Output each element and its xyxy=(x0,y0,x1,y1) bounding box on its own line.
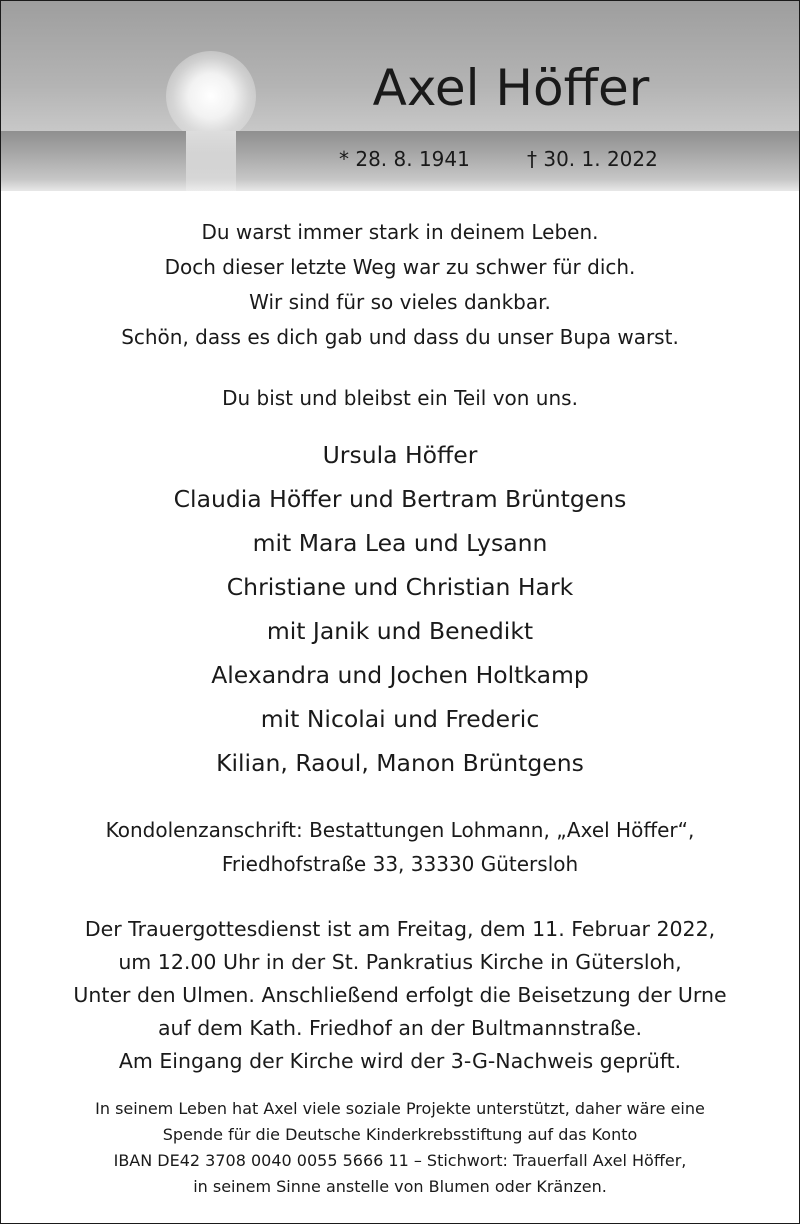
poem-line: Wir sind für so vieles dankbar. xyxy=(249,290,551,314)
poem-line: Schön, dass es dich gab und dass du unser Bupa warst. xyxy=(121,325,679,349)
service-line: Am Eingang der Kirche wird der 3-G-Nachweis geprüft. xyxy=(118,1049,682,1073)
birth-date: * 28. 8. 1941 xyxy=(339,147,470,171)
header-seascape-image xyxy=(1,1,799,191)
poem-line: Doch dieser letzte Weg war zu schwer für dich. xyxy=(164,255,636,279)
service-line: auf dem Kath. Friedhof an der Bultmannstraße. xyxy=(157,1016,643,1040)
poem-line: Du warst immer stark in deinem Leben. xyxy=(201,220,599,244)
closing-text: Du bist und bleibst ein Teil von uns. xyxy=(222,386,578,410)
sun-glow xyxy=(166,51,256,141)
mourner-name: Kilian, Raoul, Manon Brüntgens xyxy=(216,749,584,777)
mourner-name: Christiane und Christian Hark xyxy=(226,573,574,601)
mourner-name: Claudia Höffer und Bertram Brüntgens xyxy=(173,485,627,513)
mourner-name: mit Janik und Benedikt xyxy=(266,617,534,645)
mourner-name: Alexandra und Jochen Holtkamp xyxy=(211,661,589,689)
mourners-list xyxy=(1,433,799,785)
mourner-name: Ursula Höffer xyxy=(322,441,478,469)
donation-line: Spende für die Deutsche Kinderkrebsstiftung auf das Konto xyxy=(162,1125,638,1144)
service-line: um 12.00 Uhr in der St. Pankratius Kirche in Gütersloh, xyxy=(118,950,682,974)
closing-line xyxy=(1,381,799,415)
donation-line: IBAN DE42 3708 0040 0055 5666 11 – Stichwort: Trauerfall Axel Höffer, xyxy=(113,1151,687,1170)
death-date: † 30. 1. 2022 xyxy=(527,147,658,171)
mourner-name: mit Mara Lea und Lysann xyxy=(252,529,548,557)
condolence-line: Kondolenzanschrift: Bestattungen Lohmann, „Axel Höffer“, xyxy=(105,818,695,842)
sun-reflection xyxy=(186,131,236,191)
poem xyxy=(1,215,799,355)
service-line: Der Trauergottesdienst ist am Freitag, dem 11. Februar 2022, xyxy=(84,917,716,941)
donation-note xyxy=(1,1096,799,1200)
condolence-line: Friedhofstraße 33, 33330 Gütersloh xyxy=(221,852,579,876)
donation-line: In seinem Leben hat Axel viele soziale Projekte unterstützt, daher wäre eine xyxy=(95,1099,705,1118)
condolence-address xyxy=(1,813,799,881)
deceased-name: Axel Höffer xyxy=(372,59,650,117)
funeral-service-info xyxy=(1,913,799,1078)
service-line: Unter den Ulmen. Anschließend erfolgt die Beisetzung der Urne xyxy=(73,983,727,1007)
mourner-name: mit Nicolai und Frederic xyxy=(260,705,540,733)
donation-line: in seinem Sinne anstelle von Blumen oder Kränzen. xyxy=(193,1177,607,1196)
